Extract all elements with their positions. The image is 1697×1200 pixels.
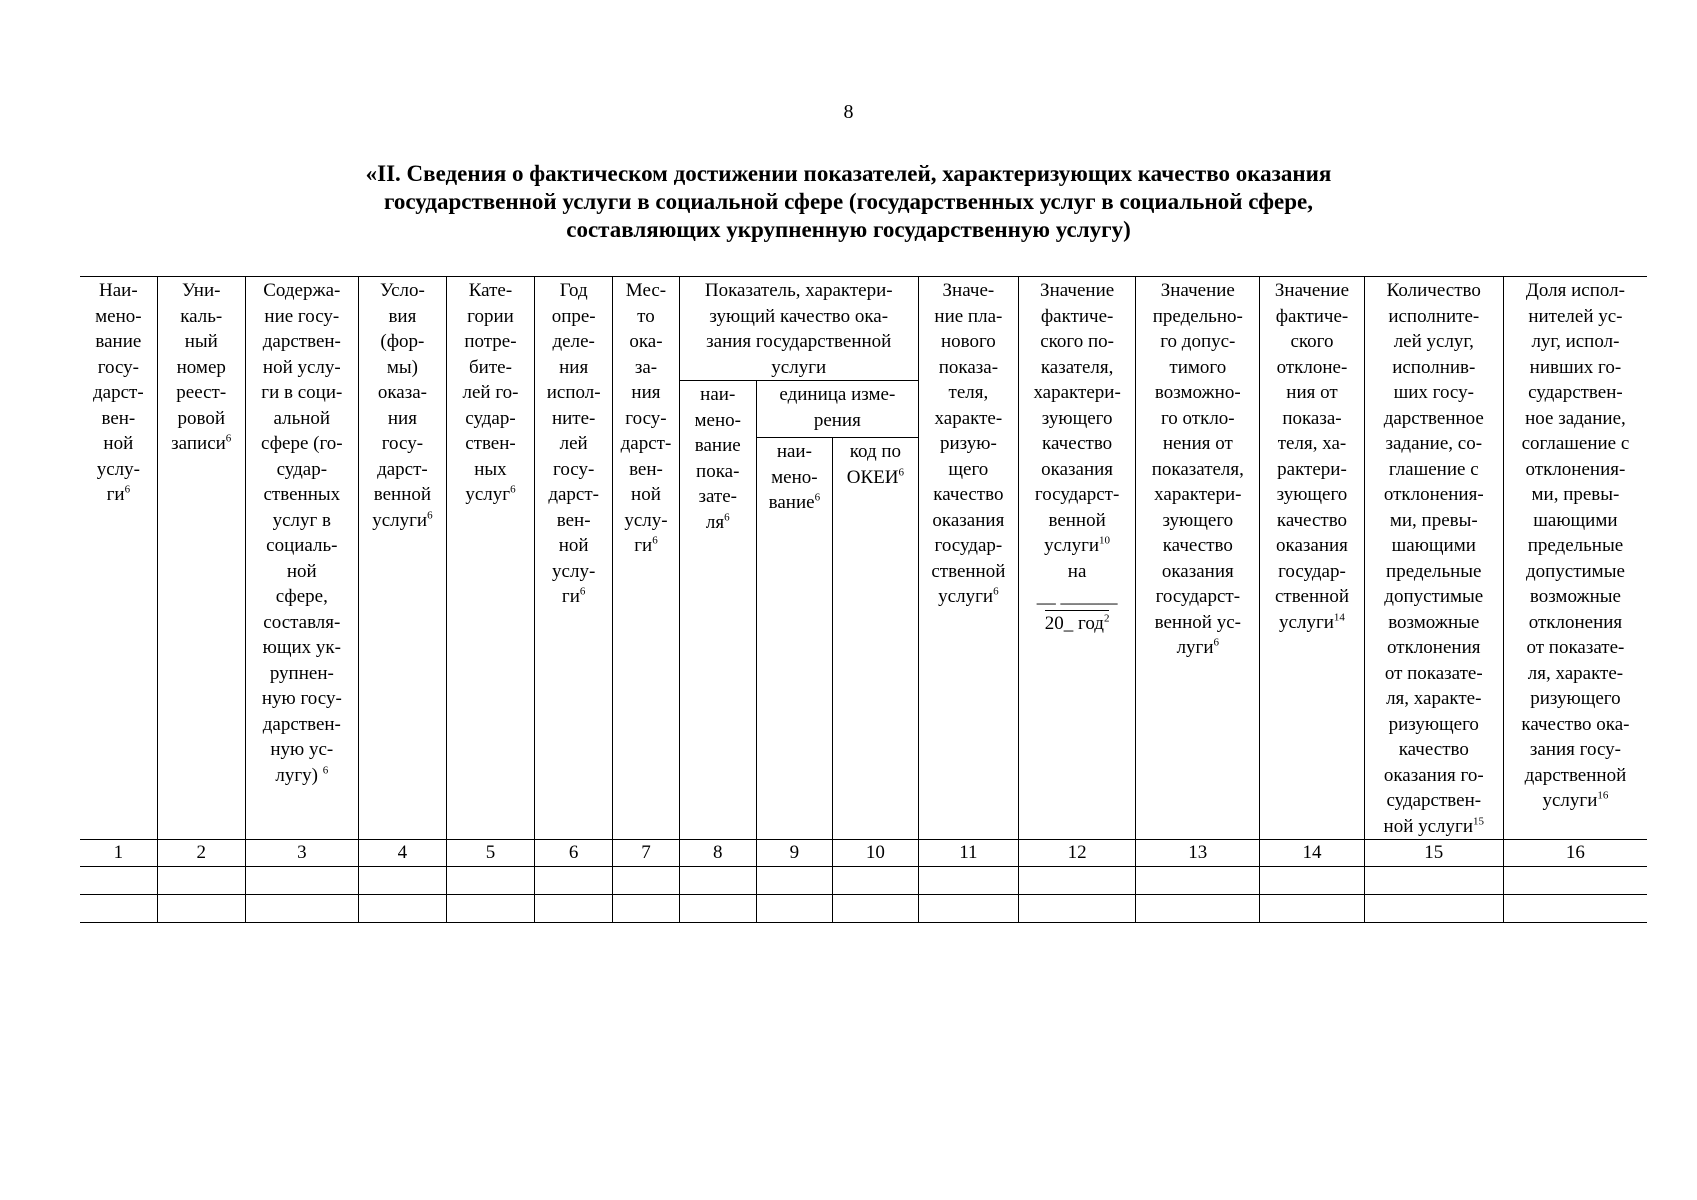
header-year-of-determination: Год опре- деле- ния испол- ните- лей госу- дарст- вен- ной услу- $ги^6$ xyxy=(535,277,613,840)
table-cell xyxy=(1503,895,1647,923)
section-title xyxy=(150,160,1547,244)
header-unit-name: наи- мено- вание$^6$ xyxy=(756,438,832,840)
header-max-deviation: Значение предельно- го допус- тимого возможно- го откло- нения от показателя, характери- зующего качество оказания государст- венной ус- луги$^6$ xyxy=(1136,277,1260,840)
table-cell xyxy=(832,895,918,923)
section-title-line: составляющих укрупненную государственную услугу) xyxy=(566,217,1131,242)
column-number: 3 xyxy=(245,840,358,867)
header-executors-count: Количество исполните- лей услуг, исполнив- ших госу- дарственное задание, со- глашение с отклонения- ми, превы- шающими предельные допустимые возможные отклонения от показате- ля, характе- ризующего качество оказания го- сударствен- ной услуги$^{15}$ xyxy=(1364,277,1503,840)
table-cell xyxy=(80,867,157,895)
table-cell xyxy=(157,867,245,895)
table-cell xyxy=(679,895,756,923)
column-number: 1 xyxy=(80,840,157,867)
header-service-content: Содержа- ние госу- дарствен- ной услу- ги в соци- альной сфере (го- судар- ственных услуг в социаль- ной сфере, составля- ющих ук- рупнен- ную госу- дарствен- ную ус- лугу) $^6$ xyxy=(245,277,358,840)
table-cell xyxy=(1136,895,1260,923)
table-cell xyxy=(1018,867,1135,895)
table-row xyxy=(80,867,1647,895)
column-number: 10 xyxy=(832,840,918,867)
header-quality-indicator-group: Показатель, характери- зующий качество ока- зания государственной услуги xyxy=(679,277,918,381)
column-number: 13 xyxy=(1136,840,1260,867)
table-cell xyxy=(918,895,1018,923)
header-actual-value: Значение фактиче- ского по- казателя, характери- зующего качество оказания государст- венной услуги$^{10}$ на __ ______ 20_ год$^2$ xyxy=(1018,277,1135,840)
header-planned-value: Значе- ние пла- нового показа- теля, характе- ризую- щего качество оказания государ- ственной услуги$^6$ xyxy=(918,277,1018,840)
table-cell xyxy=(446,867,534,895)
column-number: 15 xyxy=(1364,840,1503,867)
table-cell xyxy=(358,895,446,923)
column-number: 7 xyxy=(613,840,679,867)
header-executors-share: Доля испол- нителей ус- луг, испол- нивших го- сударствен- ное задание, соглашение с отклонения- ми, превы- шающими предельные допустимые возможные отклонения от показате- ля, характе- ризующего качество ока- зания госу- дарственной услуги$^{16}$ xyxy=(1503,277,1647,840)
quality-indicators-table xyxy=(80,276,1647,923)
column-number: 2 xyxy=(157,840,245,867)
header-service-conditions: Усло- вия (фор- мы) оказа- ния госу- дарст- венной услуги$^6$ xyxy=(358,277,446,840)
table-row xyxy=(80,895,1647,923)
table-cell xyxy=(1136,867,1260,895)
table-cell xyxy=(756,867,832,895)
section-title-line: государственной услуги в социальной сфере (государственных услуг в социальной сфере, xyxy=(384,189,1313,214)
table-cell xyxy=(918,867,1018,895)
table-cell xyxy=(1260,867,1364,895)
header-okei-code: код по ОКЕИ$^6$ xyxy=(832,438,918,840)
header-row xyxy=(80,277,1647,381)
table-cell xyxy=(832,867,918,895)
header-actual-deviation: Значение фактиче- ского отклоне- ния от показа- теля, ха- рактери- зующего качество оказания государ- ственной услуги$^{14}$ xyxy=(1260,277,1364,840)
header-consumer-categories: Кате- гории потре- бите- лей го- судар- ствен- ных услуг$^6$ xyxy=(446,277,534,840)
table-cell xyxy=(613,867,679,895)
column-number: 11 xyxy=(918,840,1018,867)
page-number: 8 xyxy=(843,101,854,123)
table-cell xyxy=(1364,867,1503,895)
column-number: 14 xyxy=(1260,840,1364,867)
section-title-line: «II. Сведения о фактическом достижении показателей, характеризующих качество оказания xyxy=(365,161,1332,186)
column-number: 6 xyxy=(535,840,613,867)
column-number: 12 xyxy=(1018,840,1135,867)
header-registry-number: Уни- каль- ный номер реест- ровой записи$^6$ xyxy=(157,277,245,840)
table-cell xyxy=(535,895,613,923)
year-label: 20_ год$^2$ xyxy=(1045,610,1110,637)
header-indicator-name: наи- мено- вание пока- зате- $ля^6$ xyxy=(679,381,756,840)
table-cell xyxy=(446,895,534,923)
table-cell xyxy=(1260,895,1364,923)
column-number: 16 xyxy=(1503,840,1647,867)
column-number: 8 xyxy=(679,840,756,867)
column-number: 5 xyxy=(446,840,534,867)
table-cell xyxy=(245,895,358,923)
table-cell xyxy=(535,867,613,895)
table-cell xyxy=(613,895,679,923)
header-service-place: Мес- то ока- за- ния госу- дарст- вен- ной услу- $ги^6$ xyxy=(613,277,679,840)
table-cell xyxy=(358,867,446,895)
header-unit-group: единица изме- рения xyxy=(756,381,918,438)
table-cell xyxy=(756,895,832,923)
column-number: 4 xyxy=(358,840,446,867)
table-cell xyxy=(245,867,358,895)
column-number: 9 xyxy=(756,840,832,867)
table-cell xyxy=(80,895,157,923)
table-cell xyxy=(157,895,245,923)
table-cell xyxy=(1018,895,1135,923)
header-service-name: Наи- мено- вание госу- дарст- вен- ной услу- $ги^6$ xyxy=(80,277,157,840)
table-cell xyxy=(1364,895,1503,923)
column-number-row xyxy=(80,840,1647,867)
table-cell xyxy=(679,867,756,895)
table-cell xyxy=(1503,867,1647,895)
